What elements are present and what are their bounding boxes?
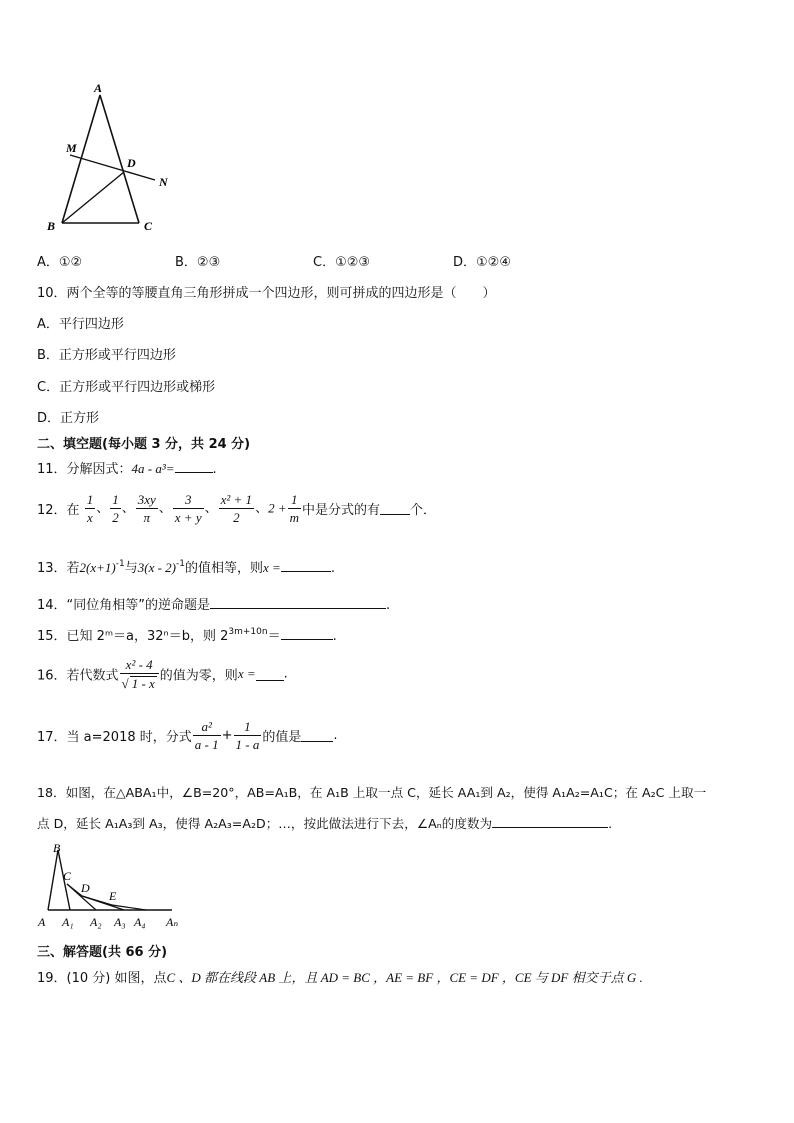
q15-exp: 3m+10n	[228, 627, 268, 637]
seg-cd	[67, 884, 82, 896]
q12-frac-3: $\frac{3xy}{\pi}$	[137, 492, 156, 525]
q10-option-b: B．正方形或平行四边形	[37, 348, 176, 363]
q16-frac: $\frac{\text{x² - 4}}{√ 1 - x}$	[120, 658, 159, 690]
q17-blank	[301, 729, 333, 742]
q18-line-2	[37, 813, 612, 832]
q11-prefix: 11．分解因式：	[37, 462, 132, 477]
q15-eq: ＝	[267, 629, 281, 644]
q13-expr-1: 2(x+1)	[79, 560, 116, 575]
q18-end: .	[608, 816, 613, 831]
q11-end: .	[212, 462, 217, 477]
q19	[37, 967, 643, 986]
q10-option-d: D．正方形	[37, 411, 100, 426]
q10-option-a: A．平行四边形	[37, 317, 124, 332]
label-d: D	[127, 156, 136, 170]
q10-stem: 10．两个全等的等腰直角三角形拼成一个四边形，则可拼成的四边形是（ ）	[37, 286, 496, 301]
label-c: C	[144, 219, 153, 233]
q14-text: 14．“同位角相等”的逆命题是	[37, 598, 211, 613]
q12-frac-1: $\frac{1}{x}$	[86, 492, 94, 525]
q13-suffix: 的值相等，则	[185, 561, 264, 576]
segment-bd	[62, 172, 124, 223]
section-2-heading: 二、填空题(每小题 3 分，共 24 分)	[37, 437, 251, 452]
q17-frac-1: $\frac{\text{a²}}{a - 1}$	[194, 719, 219, 752]
q13-exp-2: -1	[176, 559, 185, 569]
q18-blank	[492, 815, 608, 828]
q12-frac-4: $\frac{3}{x + y}$	[174, 492, 202, 525]
q9-option-b: B．②③	[175, 255, 221, 270]
q9-option-a: A．①②	[37, 255, 83, 270]
q13-mid: 与	[124, 561, 138, 576]
q16-prefix: 16．若代数式	[37, 668, 119, 684]
q11	[37, 458, 217, 477]
q14	[37, 594, 390, 613]
q13-var: x =	[263, 560, 281, 575]
q9-option-c: C．①②③	[313, 255, 371, 270]
q13-expr-2: 3(x - 2)	[137, 560, 177, 575]
fig2-label-a2: A₂	[90, 915, 102, 929]
q15-end: .	[332, 629, 337, 644]
fig2-label-c: C	[63, 869, 72, 883]
fig2-label-a: A	[38, 915, 46, 929]
q15-blank	[281, 627, 333, 640]
fig2-label-a4: A₄	[134, 915, 146, 929]
q11-blank	[175, 460, 213, 473]
side-ab	[62, 95, 100, 223]
q17	[37, 720, 338, 751]
q14-blank	[210, 596, 386, 609]
figure-triangle-mn	[40, 80, 180, 240]
fig2-label-d: D	[81, 881, 90, 895]
q16-end: .	[283, 666, 288, 682]
q12-mid: 2 +	[268, 500, 287, 516]
q12-prefix: 12．在	[37, 503, 80, 518]
fig2-label-an: Aₙ	[166, 915, 179, 929]
seg-de	[82, 896, 112, 905]
q12-blank	[380, 502, 410, 515]
label-b: B	[47, 219, 56, 233]
q16-var: x =	[237, 666, 256, 681]
q19-prefix: 19．(10 分) 如图，点	[37, 971, 167, 986]
fig2-label-e: E	[109, 889, 117, 903]
q12-frac-5: $\frac{\text{x² + 1}}{2}$	[220, 492, 253, 525]
label-n: N	[159, 175, 168, 189]
q13	[37, 557, 335, 576]
q17-suffix: 的值是	[262, 730, 302, 745]
q17-plus: +	[221, 728, 233, 743]
q16-blank	[256, 668, 284, 681]
q12: 12．在 $\frac{1}{x}$ 、 $\frac{1}{2}$ 、 $\frac{3xy}{\pi}$ 、 $\frac{3}{x + y}$ 、 $\frac{\text{x² + 1}}{2}$ 、2 + $\frac{1}{m}$ 中是分式的有 个．	[37, 492, 437, 525]
q17-end: .	[333, 728, 338, 743]
label-a: A	[94, 81, 103, 95]
q16-suffix: 的值为零，则	[159, 668, 238, 684]
q13-blank	[281, 559, 331, 572]
q11-expr: 4a - a³=	[131, 461, 175, 476]
line-mn	[70, 155, 155, 180]
q17-frac-2: $\frac{1}{1 - a}$	[235, 719, 260, 752]
q19-rest: C 、D 都在线段 AB 上，且 AD = BC ，AE = BF ，CE = DF ，CE 与 DF 相交于点 G .	[166, 970, 643, 985]
label-m: M	[66, 141, 77, 155]
q12-end: 个．	[410, 503, 437, 518]
figure-triangle-sequence	[34, 838, 194, 934]
q18-line-1: 18．如图，在△ABA₁中，∠B=20°，AB=A₁B，在 A₁B 上取一点 C，延长 AA₁到 A₂，使得 A₁A₂=A₁C；在 A₂C 上取一	[37, 785, 707, 800]
q12-suffix: 中是分式的有	[302, 503, 381, 518]
q10-option-c: C．正方形或平行四边形或梯形	[37, 380, 216, 395]
q13-end: .	[330, 561, 335, 576]
q13-exp-1: -1	[115, 559, 125, 569]
q9-option-d: D．①②④	[453, 255, 511, 270]
q17-prefix: 17．当 a=2018 时，分式	[37, 730, 192, 745]
q18-line-2-text: 点 D，延长 A₁A₃到 A₃，使得 A₂A₃=A₂D；…，按此做法进行下去，∠Aₙ的度数为	[37, 816, 493, 831]
q13-prefix: 13．若	[37, 561, 80, 576]
q16	[37, 658, 288, 690]
seg-ab	[48, 850, 58, 910]
q12-frac-2: $\frac{1}{2}$	[112, 492, 119, 525]
q12-frac-6: $\frac{1}{m}$	[289, 492, 299, 525]
q15	[37, 625, 337, 644]
section-3-heading: 三、解答题(共 66 分)	[37, 945, 168, 960]
fig2-label-a3: A₃	[114, 915, 126, 929]
fig2-label-a1: A₁	[62, 915, 74, 929]
q15-text: 15．已知 2ᵐ＝a，32ⁿ＝b，则 2	[37, 629, 229, 644]
fig2-label-b: B	[53, 841, 61, 855]
q14-end: .	[386, 598, 391, 613]
